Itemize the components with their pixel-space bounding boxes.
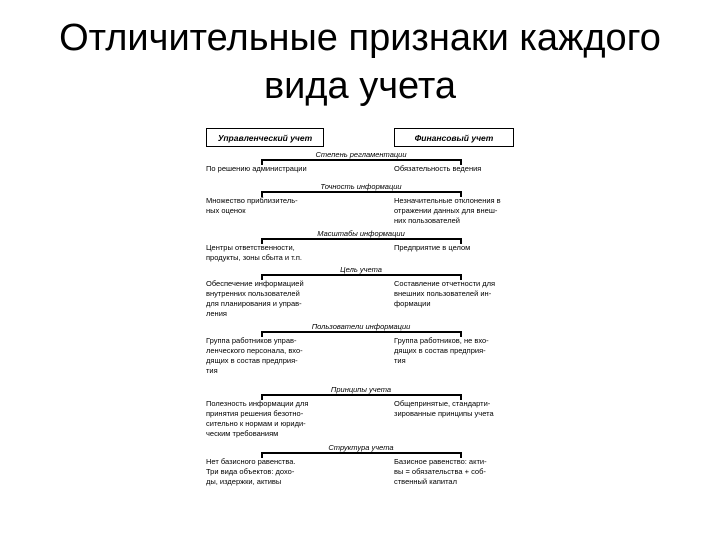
management-accounting-cell: Множество приблизитель- ных оценок (206, 196, 298, 215)
bracket-line (261, 394, 461, 396)
bracket-line (261, 331, 461, 333)
financial-accounting-cell: Группа работников, не вхо- дящих в состав предприя- тия (394, 336, 489, 365)
criterion-label: Цель учета (340, 265, 382, 274)
criterion-label: Точность информации (320, 182, 402, 191)
slide-title (0, 14, 720, 110)
management-accounting-cell: Центры ответственности, продукты, зоны сбыта и т.п. (206, 243, 303, 262)
bracket-line (261, 274, 461, 276)
management-accounting-cell: По решению администрации (206, 164, 307, 173)
slide-title-line-1: Отличительные признаки каждого (59, 17, 661, 59)
management-accounting-cell: Полезность информации для принятия решения безотно- сительно к нормам и юриди- ческим требованиям (206, 399, 309, 438)
management-accounting-header: Управленческий учет (206, 128, 324, 147)
criterion-label: Масштабы информации (317, 229, 405, 238)
financial-accounting-cell: Составление отчетности для внешних пользователей ин- формации (394, 279, 496, 308)
financial-accounting-cell: Предприятие в целом (394, 243, 471, 252)
management-accounting-cell: Обеспечение информацией внутренних пользователей для планирования и управ- ления (206, 279, 304, 318)
bracket-line (261, 159, 461, 161)
bracket-line (261, 238, 461, 240)
bracket-line (261, 452, 461, 454)
financial-accounting-header: Финансовый учет (394, 128, 514, 147)
financial-accounting-cell: Обязательность ведения (394, 164, 482, 173)
slide-title-line-2: вида учета (263, 65, 457, 107)
management-accounting-cell: Группа работников управ- ленческого персонала, вхо- дящих в состав предприя- тия (206, 336, 303, 375)
financial-accounting-cell: Базисное равенство: акти- вы = обязательства + соб- ственный капитал (394, 457, 487, 486)
criterion-label: Пользователи информации (311, 322, 411, 331)
criterion-label: Степень регламентации (315, 150, 407, 159)
criterion-label: Принципы учета (330, 385, 392, 394)
financial-accounting-cell: Общепринятые, стандарти- зированные принципы учета (394, 399, 494, 418)
comparison-diagram (204, 126, 518, 486)
bracket-line (261, 191, 461, 193)
criterion-label: Структура учета (328, 443, 394, 452)
financial-accounting-cell: Незначительные отклонения в отражении данных для внеш- них пользователей (394, 196, 501, 225)
management-accounting-cell: Нет базисного равенства. Три вида объектов: дохо- ды, издержки, активы (206, 457, 296, 486)
